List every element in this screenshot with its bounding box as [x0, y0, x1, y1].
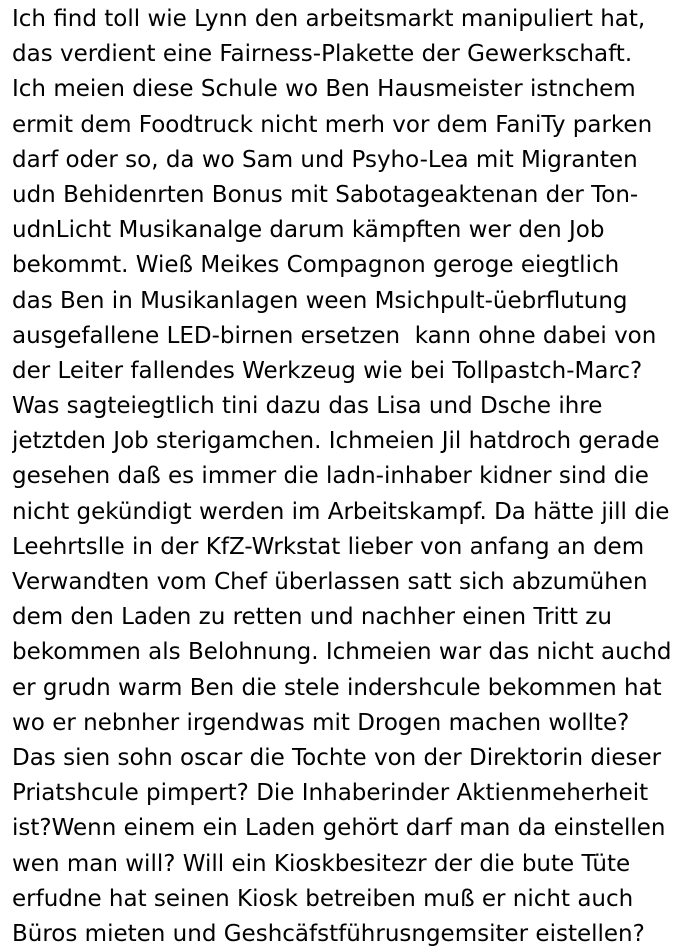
body-text: [12, 2, 680, 952]
text-line: Büros mieten und Geshcäfstführusngemsiter eistellen?: [12, 920, 645, 947]
text-line: Ich find toll wie Lynn den arbeitsmarkt manipuliert hat,: [12, 6, 646, 32]
text-line: Ich meien diese Schule wo Ben Hausmeister istnchem: [12, 76, 636, 103]
text-line: Priatshcule pimpert? Die Inhaberinder Aktienmeherheit: [12, 780, 649, 807]
text-line: das Ben in Musikanlagen ween Msichpult-üebrflutung: [12, 287, 628, 314]
text-line: wo er nebnher irgendwas mit Drogen machen wollte?: [12, 709, 630, 736]
text-line: dem den Laden zu retten und nachher einen Tritt zu: [12, 604, 612, 631]
text-line: jetztden Job sterigamchen. Ichmeien Jil hatdroch gerade: [12, 428, 660, 455]
text-line: der Leiter fallendes Werkzeug wie bei Tollpastch-Marc?: [12, 357, 643, 384]
text-line: udnLicht Musikanalge darum kämpften wer den Job: [12, 217, 605, 244]
text-line: bekommen als Belohnung. Ichmeien war das nicht auchd: [12, 639, 672, 666]
text-line: ausgefallene LED-birnen ersetzen kann ohne dabei von: [12, 322, 657, 349]
text-line: erfudne hat seinen Kiosk betreiben muß er nicht auch: [12, 885, 634, 912]
text-line: ist?Wenn einem ein Laden gehört darf man da einstellen: [12, 815, 666, 842]
text-line: darf oder so, da wo Sam und Psyho-Lea mit Migranten: [12, 146, 638, 173]
text-line: Was sagteiegtlich tini dazu das Lisa und Dsche ihre: [12, 393, 603, 420]
text-line: udn Behidenrten Bonus mit Sabotageaktenan der Ton-: [12, 181, 639, 208]
text-line: Leehrtslle in der KfZ-Wrkstat lieber von anfang an dem: [12, 533, 645, 560]
text-line: nicht gekündigt werden im Arbeitskampf. Da hätte jill die: [12, 498, 670, 525]
text-line: das verdient eine Fairness-Plakette der Gewerkschaft.: [12, 41, 633, 68]
text-line: Das sien sohn oscar die Tochte von der Direktorin dieser: [12, 744, 662, 771]
text-line: Verwandten vom Chef überlassen satt sich abzumühen: [12, 569, 648, 595]
text-line: bekommt. Wieß Meikes Compagnon geroge eiegtlich: [12, 252, 620, 279]
text-line: ermit dem Foodtruck nicht merh vor dem FaniTy parken: [12, 111, 653, 138]
text-line: gesehen daß es immer die ladn-inhaber kidner sind die: [12, 463, 649, 490]
text-line: er grudn warm Ben die stele indershcule bekommen hat: [12, 674, 662, 701]
text-line: wen man will? Will ein Kioskbesitezr der die bute Tüte: [12, 850, 631, 877]
